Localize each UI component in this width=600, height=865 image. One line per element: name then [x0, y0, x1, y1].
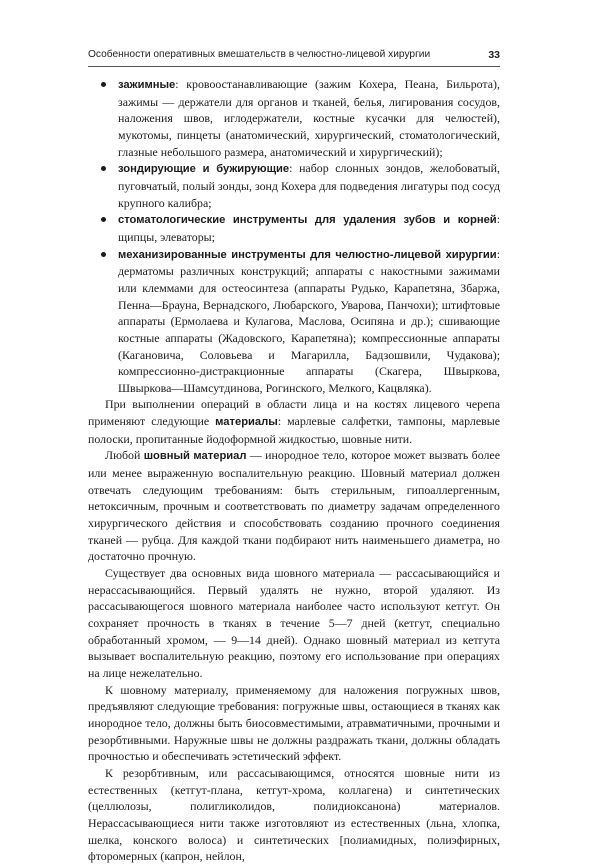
- bullet-icon: [101, 166, 106, 171]
- paragraph-term: шовный материал: [143, 450, 247, 463]
- paragraph-text: — инородное тело, которое может вызвать более или менее выраженную воспалительную реакцию. Шовный материал должен отвечать следующим требованиям: быть стерильным, гипоаллергенным, нетоксичным, прочным и соответствовать по диаметру задачам определенного хирургического действия и способствовать созданию прочного соединения тканей — рубца. Для каждой ткани подбирают нить наименьшего диаметра, но достаточно прочную.: [88, 448, 500, 564]
- list-item-term: механизированные инструменты для челюстно-лицевой хирургии: [118, 248, 497, 261]
- paragraph-term: материалы: [215, 416, 278, 429]
- page-body: [88, 76, 500, 865]
- paragraph-text: Любой: [105, 448, 144, 463]
- paragraph-text: При выполнении операций в области лица и на костях лицевого черепа применяют следующие: [88, 397, 500, 429]
- list-item: [118, 211, 500, 245]
- list-item-term: стоматологические инструменты для удаления зубов и корней: [118, 214, 497, 227]
- paragraph-suture-requirements: [88, 682, 500, 765]
- list-item: [118, 76, 500, 160]
- instrument-list: [88, 76, 500, 396]
- header-rule: [88, 66, 500, 67]
- bullet-icon: [101, 82, 106, 87]
- paragraph-text: К шовному материалу, применяемому для наложения погружных швов, предъявляют следующие требования: погружные швы, остающиеся в тканях как инородное тело, должны быть биосовместимыми, атравматичными, прочными и резорбтивными. Наружные швы не должны раздражать ткани, должны обладать прочностью и обеспечивать эстетический эффект.: [88, 682, 500, 764]
- list-item-text: : дерматомы различных конструкций; аппараты с накостными зажимами или клеммами для остеосинтеза (аппараты Рудько, Карапетяна, Збаржа, Пенна—Брауна, Вернадского, Любарского, Уварова, Панчохи); штифтовые аппараты (Ермолаева и Кулагова, Маслова, Осипяна и др.); сшивающие костные аппараты (Жадовского, Карапетяна); компрессионные аппараты (Кагановича, Соловьева и Магарилла, Бадзошвили, Чудакова); компрессионно-дистракционные аппараты (Скагера, Швыркова, Швыркова—Шамсутдинова, Рогинского, Мелкого, Кацвляка).: [118, 246, 500, 395]
- paragraph-text: : марлевые салфетки, тампоны, марлевые полоски, пропитанные йодоформной жидкостью, шовные нити.: [88, 414, 500, 446]
- paragraph-text: К резорбтивным, или рассасывающимся, относятся шовные нити из естественных (кетгут-плана, кетгут-хрома, коллагена) и синтетических (целлюлозы, полигликолидов, полидиоксанона) материалов. Нерассасывающиеся нити также изготовляют из естественных (льна, хлопка, шелка, конского волоса) и синтетических [полиамидных, полиэфирных, фторомерных (капрон, нейлон,: [88, 765, 500, 864]
- list-item-text: : щипцы, элеваторы;: [118, 212, 500, 244]
- list-item-term: зажимные: [118, 79, 176, 91]
- list-item-text: : набор слонных зондов, желобоватый, пуговчатый, полый зонды, зонд Кохера для подведения лигатуры под сосуд крупного калибра;: [118, 161, 500, 210]
- paragraph-materials: [88, 396, 500, 447]
- list-item-text: : кровоостанавливающие (зажим Кохера, Пеана, Бильрота), зажимы — держатели для органов и тканей, белья, лигирования сосудов, наложения швов, иглодержатели, костные кусачки для челюстей), мукотомы, пинцеты (анатомический, хирургический, стоматологический, глазные небольшого размера, анатомический и хирургический);: [118, 77, 500, 159]
- bullet-icon: [101, 217, 106, 222]
- paragraph-suture-material: [88, 447, 500, 565]
- list-item: [118, 160, 500, 211]
- running-header: [88, 46, 500, 64]
- paragraph-resorbable: [88, 765, 500, 865]
- list-item-term: зондирующие и бужирующие: [118, 163, 290, 176]
- running-title: Особенности оперативных вмешательств в челюстно-лицевой хирургии: [88, 49, 431, 60]
- bullet-icon: [101, 252, 106, 257]
- page-number: 33: [488, 49, 500, 61]
- list-item: [118, 246, 500, 397]
- paragraph-text: Существует два основных вида шовного материала — рассасывающийся и нерассасывающийся. Первый удалять не нужно, второй удаляют. Из рассасывающегося шовного материала наиболее часто используют кетгут. Он сохраняет прочность в тканях в течение 5—7 дней (кетгут, специально обработанный хромом, — 9—14 дней). Однако шовный материал из кетгута вызывает воспалительную реакцию, поэтому его использование при операциях на лице нежелательно.: [88, 566, 500, 680]
- paragraph-suture-types: [88, 565, 500, 682]
